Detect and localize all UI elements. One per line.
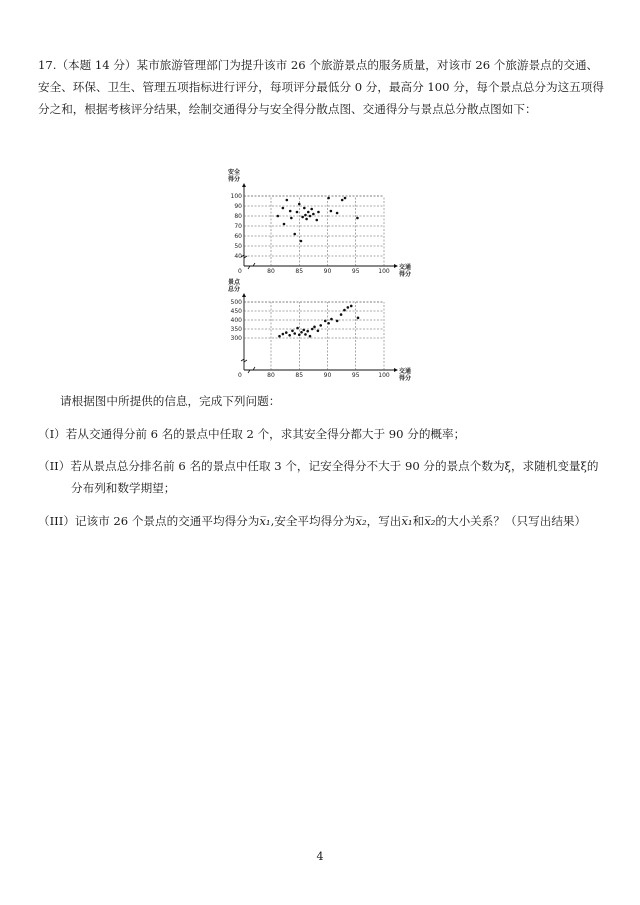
chart1-data-point xyxy=(309,215,312,218)
chart2-y-axis-arrow xyxy=(242,293,246,297)
chart2-data-point xyxy=(313,326,316,329)
chart2-origin-label: 0 xyxy=(238,372,242,379)
chart2-xtick-label: 95 xyxy=(351,372,360,379)
chart1-ytick-label: 90 xyxy=(234,203,242,210)
chart2-data-point xyxy=(293,332,296,335)
chart1-data-point xyxy=(317,211,320,214)
chart2-data-point xyxy=(282,333,285,336)
chart1-data-point xyxy=(315,219,318,222)
chart2-data-point xyxy=(302,329,305,332)
chart1-ylabel-line2: 得分 xyxy=(228,176,241,183)
scatter-plots-svg xyxy=(218,166,418,382)
chart1-data-point xyxy=(293,233,296,236)
chart1-data-point xyxy=(289,210,292,213)
chart2-data-point xyxy=(296,327,299,330)
question-part-3-text-e: 的大小关系？（只写出结果） xyxy=(435,514,587,528)
chart1-data-point xyxy=(327,197,330,200)
scatter-figures xyxy=(218,166,418,382)
page-number: 4 xyxy=(316,850,324,863)
chart2-data-point xyxy=(311,328,314,331)
chart2-y-break-mark xyxy=(241,359,247,362)
chart2-data-point xyxy=(324,320,327,323)
chart2-data-point xyxy=(336,320,339,323)
chart2-data-point xyxy=(306,330,309,333)
chart2-data-point xyxy=(309,335,312,338)
chart1-xtick-label: 90 xyxy=(323,268,332,275)
question-part-3-text-c: ，写出 xyxy=(366,514,402,528)
chart2-xlabel-line1: 交通 xyxy=(399,368,412,375)
chart1-data-point xyxy=(300,240,303,243)
chart1-data-point xyxy=(344,197,347,200)
chart1-ytick-label: 100 xyxy=(230,193,242,200)
chart2-data-point xyxy=(298,333,301,336)
question-part-3 xyxy=(38,510,604,532)
chart1-data-point xyxy=(341,199,344,202)
chart1-data-point xyxy=(303,207,306,210)
question-part-2 xyxy=(38,455,604,499)
chart1-xtick-label: 85 xyxy=(295,268,304,275)
chart2-ytick-label: 500 xyxy=(230,299,242,306)
chart1-data-point xyxy=(301,216,304,219)
chart2-ylabel-line2: 总分 xyxy=(228,286,241,293)
chart1-data-point xyxy=(298,203,301,206)
chart1-ytick-label: 80 xyxy=(234,213,242,220)
chart1-xtick-label: 100 xyxy=(378,268,390,275)
chart1-ytick-label: 60 xyxy=(234,233,242,240)
chart1-data-point xyxy=(296,211,299,214)
chart1-data-point xyxy=(282,207,285,210)
chart2-data-point xyxy=(330,318,333,321)
chart2-data-point xyxy=(347,306,350,309)
chart1-data-point xyxy=(305,218,308,221)
question-part-2-line1: （II）若从景点总分排名前 6 名的景点中任取 3 个，记安全得分不大于 90 分的景点个数为ξ，求随机变量ξ的 xyxy=(38,459,599,473)
chart2-data-point xyxy=(285,331,288,334)
chart1-ytick-label: 70 xyxy=(234,223,242,230)
chart2-data-point xyxy=(340,313,343,316)
chart2-xtick-label: 80 xyxy=(267,372,275,379)
chart1-data-point xyxy=(307,211,310,214)
chart1-data-point xyxy=(356,217,359,220)
question-part-2-line2: 分布列和数学期望； xyxy=(71,481,176,495)
problem-intro: 17.（本题 14 分）某市旅游管理部门为提升该市 26 个旅游景点的服务质量，对该市 26 个旅游景点的交通、安全、环保、卫生、管理五项指标进行评分，每项评分最低分 0 分，最高分 100 分，每个景点总分为这五项得分之和，根据考核评分结果，绘制交通得分与安全得分散点图、交通得分与景点总分散点图如下： xyxy=(38,58,604,116)
chart2-ytick-label: 400 xyxy=(230,317,242,324)
chart2-xtick-label: 90 xyxy=(323,372,332,379)
mean-x2-symbol-repeat: x̅₂ xyxy=(424,514,436,528)
chart2-data-point xyxy=(319,324,322,327)
chart1-x-axis-arrow xyxy=(394,264,398,268)
chart2-data-point xyxy=(327,322,330,325)
mean-x2-symbol: x̅₂ xyxy=(355,514,367,528)
chart1-data-point xyxy=(330,210,333,213)
chart1-data-point xyxy=(312,213,315,216)
question-part-3-text-b: ,安全平均得分为 xyxy=(270,514,356,528)
chart1-data-point xyxy=(310,208,313,211)
chart1-ylabel-line1: 安全 xyxy=(228,169,241,176)
chart1-xtick-label: 80 xyxy=(267,268,275,275)
chart2-data-point xyxy=(288,334,291,337)
chart1-ytick-label: 50 xyxy=(234,243,242,250)
chart2-data-point xyxy=(343,309,346,312)
chart2-ylabel-line1: 景点 xyxy=(228,279,241,286)
chart1-xlabel-line2: 得分 xyxy=(399,271,412,278)
chart2-data-point xyxy=(291,330,294,333)
chart1-y-axis-arrow xyxy=(242,183,246,187)
chart1-data-point xyxy=(304,214,307,217)
chart2-xlabel-line2: 得分 xyxy=(399,375,412,382)
chart2-xtick-label: 100 xyxy=(378,372,390,379)
question-part-3-text-d: 和 xyxy=(412,514,425,528)
chart2-data-point xyxy=(350,305,353,308)
chart1-data-point xyxy=(286,199,289,202)
chart1-data-point xyxy=(276,215,279,218)
chart1-origin-label: 0 xyxy=(238,268,242,275)
chart2-data-point xyxy=(317,330,320,333)
chart2-ytick-label: 450 xyxy=(230,308,242,315)
chart2-data-point xyxy=(357,317,360,320)
chart1-data-point xyxy=(283,223,286,226)
chart2-ytick-label: 300 xyxy=(230,335,242,342)
question-part-3-text-a: （III）记该市 26 个景点的交通平均得分为 xyxy=(38,514,260,528)
chart2-data-point xyxy=(278,335,281,338)
question-prompt: 请根据图中所提供的信息，完成下列问题： xyxy=(60,394,281,408)
chart1-xlabel-line1: 交通 xyxy=(399,264,412,271)
chart1-ytick-label: 40 xyxy=(234,253,242,260)
chart1-xtick-label: 95 xyxy=(351,268,360,275)
chart1-data-point xyxy=(290,217,293,220)
chart2-xtick-label: 85 xyxy=(295,372,304,379)
chart2-ytick-label: 350 xyxy=(230,326,242,333)
chart1-data-point xyxy=(336,212,339,215)
mean-x1-symbol-repeat: x̅₁ xyxy=(401,514,413,528)
question-part-1: （I）若从交通得分前 6 名的景点中任取 2 个，求其安全得分都大于 90 分的概率； xyxy=(38,427,466,441)
chart2-data-point xyxy=(304,333,307,336)
chart2-data-point xyxy=(300,331,303,334)
chart2-x-axis-arrow xyxy=(394,368,398,372)
mean-x1-symbol: x̅₁ xyxy=(259,514,271,528)
